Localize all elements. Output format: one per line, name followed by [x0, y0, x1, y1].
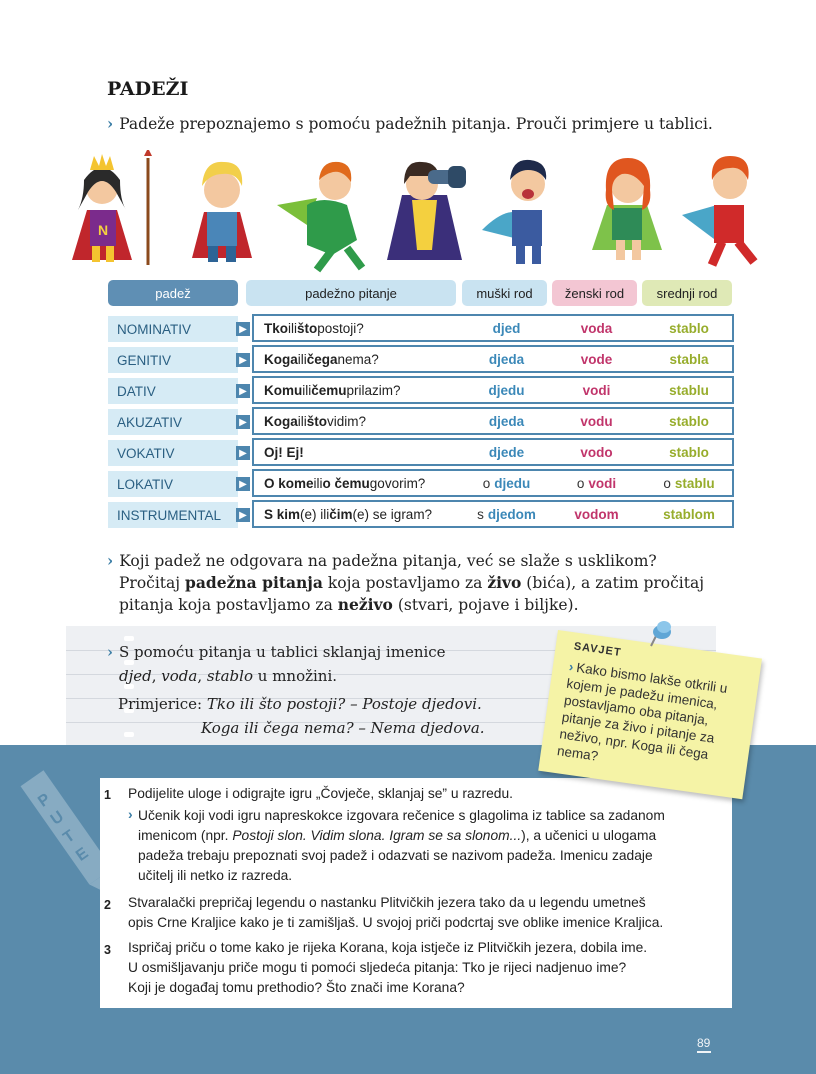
hero-red-runner-icon [682, 156, 754, 265]
case-name: VOKATIV [108, 440, 238, 466]
table-row [106, 314, 734, 342]
task-text: Ispričaj priču o tome kako je rijeka Korana, koja istječe iz Plitvičkih jezera, dobila ime. U osmišljavanju priče mogu ti pomoći sljedeća pitanja: Tko je rijeci nadjenuo ime? Koji je događaj tomu prethodio? Što znači ime Korana? [128, 940, 648, 995]
hero-queen-icon [72, 150, 152, 265]
header-case: padež [108, 280, 238, 306]
pushpin-icon [648, 618, 674, 648]
chevron-right-icon: › [107, 643, 113, 661]
neuter-form: stablo [669, 320, 709, 336]
task-subtext: Učenik koji vodi igru napreskokce izgovara rečenice s glagolima iz tablice sa zadanom imenicom (npr. Postoji slon. Vidim slona. Igram se sa slonom...), a učenici u ulogama padeža trebaju prepoznati svoj padež i odazvati se nazivom padeža. Imenicu zadaje učitelj ili netko iz razreda. [138, 808, 665, 883]
case-name: LOKATIV [108, 471, 238, 497]
header-neuter: srednji rod [642, 280, 732, 306]
chevron-right-icon: ▶ [236, 446, 250, 460]
header-feminine: ženski rod [552, 280, 637, 306]
masculine-form: s djedom [477, 506, 536, 522]
chevron-right-icon: ▶ [236, 322, 250, 336]
table-row [106, 345, 734, 373]
feminine-form: vodi [582, 382, 611, 398]
table-row [106, 500, 734, 528]
page-number: 89 [697, 1036, 711, 1050]
task-number: 3 [104, 943, 111, 957]
feminine-form: o vodi [576, 475, 617, 491]
case-name: GENITIV [108, 347, 238, 373]
case-table [106, 280, 734, 523]
case-question: Komu ili čemu prilazim? [264, 382, 401, 398]
masculine-form: o djedu [482, 475, 531, 491]
feminine-form: vodu [580, 413, 613, 429]
page-number-underline [697, 1051, 711, 1053]
row-box [252, 500, 734, 528]
chevron-right-icon: ▶ [236, 415, 250, 429]
neuter-form: stablu [669, 382, 709, 398]
hero-boy-blond-icon [192, 162, 252, 262]
table-row [106, 407, 734, 435]
neuter-form: stablom [663, 506, 715, 522]
chevron-right-icon: › [107, 551, 114, 570]
masculine-form: djedu [488, 382, 525, 398]
task-number: 1 [104, 788, 111, 802]
neuter-form: stablo [669, 413, 709, 429]
case-heroes-illustration [62, 150, 782, 275]
masculine-form: djed [492, 320, 521, 336]
row-box [252, 469, 734, 497]
chevron-right-icon: › [128, 806, 133, 822]
svg-text:E: E [73, 844, 92, 865]
tip-text: ›Kako bismo lakše otkrili u kojem je padežu imenica, postavljamo oba pitanja, pitanje za živo i pitanje za neživo, npr. Koga ili čega nema? [556, 658, 729, 764]
row-box [252, 376, 734, 404]
row-box [252, 438, 734, 466]
feminine-form: vodom [574, 506, 619, 522]
tip-title: SAVJET [573, 640, 623, 659]
row-box [252, 314, 734, 342]
question-paragraph: › Koji padež ne odgovara na padežna pitanja, već se slaže s usklikom? Pročitaj padežna pitanja koja postavljamo za živo (bića), a zatim pročitaj pitanja koja postavljamo za neživo (stvari, pojave i biljke). [107, 551, 705, 614]
exercise-instruction: › S pomoću pitanja u tablici sklanjaj imenice djed, voda, stablo u množini. [107, 643, 446, 685]
hero-green-flyer-icon [277, 162, 362, 270]
feminine-form: vodo [580, 444, 613, 460]
exercise-example: Primjerice: Tko ili što postoji? – Postoje djedovi. Koga ili čega nema? – Nema djedova. [118, 695, 485, 737]
case-question: Koga ili što vidim? [264, 413, 367, 429]
svg-text:T: T [60, 827, 79, 847]
chevron-right-icon: ▶ [236, 384, 250, 398]
intro-text: › Padeže prepoznajemo s pomoću padežnih pitanja. Prouči primjere u tablici. [107, 114, 713, 133]
table-row [106, 469, 734, 497]
case-question: Koga ili čega nema? [264, 351, 379, 367]
table-header [106, 280, 734, 308]
hero-shouting-icon [482, 160, 546, 264]
svg-text:N: N [98, 222, 109, 238]
case-question: Tko ili što postoji? [264, 320, 364, 336]
task-number: 2 [104, 898, 111, 912]
hero-binoculars-icon [387, 162, 466, 260]
neuter-form: o stablu [663, 475, 715, 491]
neuter-form: stablo [669, 444, 709, 460]
row-box [252, 407, 734, 435]
row-box [252, 345, 734, 373]
header-question: padežno pitanje [246, 280, 456, 306]
feminine-form: vode [580, 351, 613, 367]
svg-text:U: U [47, 808, 68, 829]
header-masculine: muški rod [462, 280, 547, 306]
case-name: NOMINATIV [108, 316, 238, 342]
table-row [106, 438, 734, 466]
chevron-right-icon: ▶ [236, 353, 250, 367]
case-name: DATIV [108, 378, 238, 404]
case-name: INSTRUMENTAL [108, 502, 238, 528]
feminine-form: voda [580, 320, 613, 336]
table-row [106, 376, 734, 404]
case-name: AKUZATIV [108, 409, 238, 435]
case-question: O kome ili o čemu govorim? [264, 475, 426, 491]
svg-text:P: P [35, 790, 54, 811]
tip-sticky-note [538, 630, 762, 799]
chevron-right-icon: › [107, 114, 114, 133]
case-question: Oj! Ej! [264, 444, 304, 460]
task-text: Podijelite uloge i odigrajte igru „Čovječe, sklanjaj se” u razredu. [128, 786, 513, 801]
masculine-form: djeda [488, 351, 525, 367]
hero-redhead-girl-icon [592, 158, 662, 260]
page-title: PADEŽI [107, 78, 189, 100]
task-text: Stvaralački prepričaj legendu o nastanku Plitvičkih jezera tako da u legendu umetneš opis Crne Kraljice kako je ti zamišljaš. U svojoj priči podcrtaj sve oblike imenice Kraljica. [128, 895, 664, 930]
neuter-form: stabla [669, 351, 709, 367]
case-question: S kim (e) ili čim (e) se igram? [264, 506, 433, 522]
masculine-form: djede [488, 444, 525, 460]
masculine-form: djeda [488, 413, 525, 429]
chevron-right-icon: ▶ [236, 508, 250, 522]
chevron-right-icon: ▶ [236, 477, 250, 491]
